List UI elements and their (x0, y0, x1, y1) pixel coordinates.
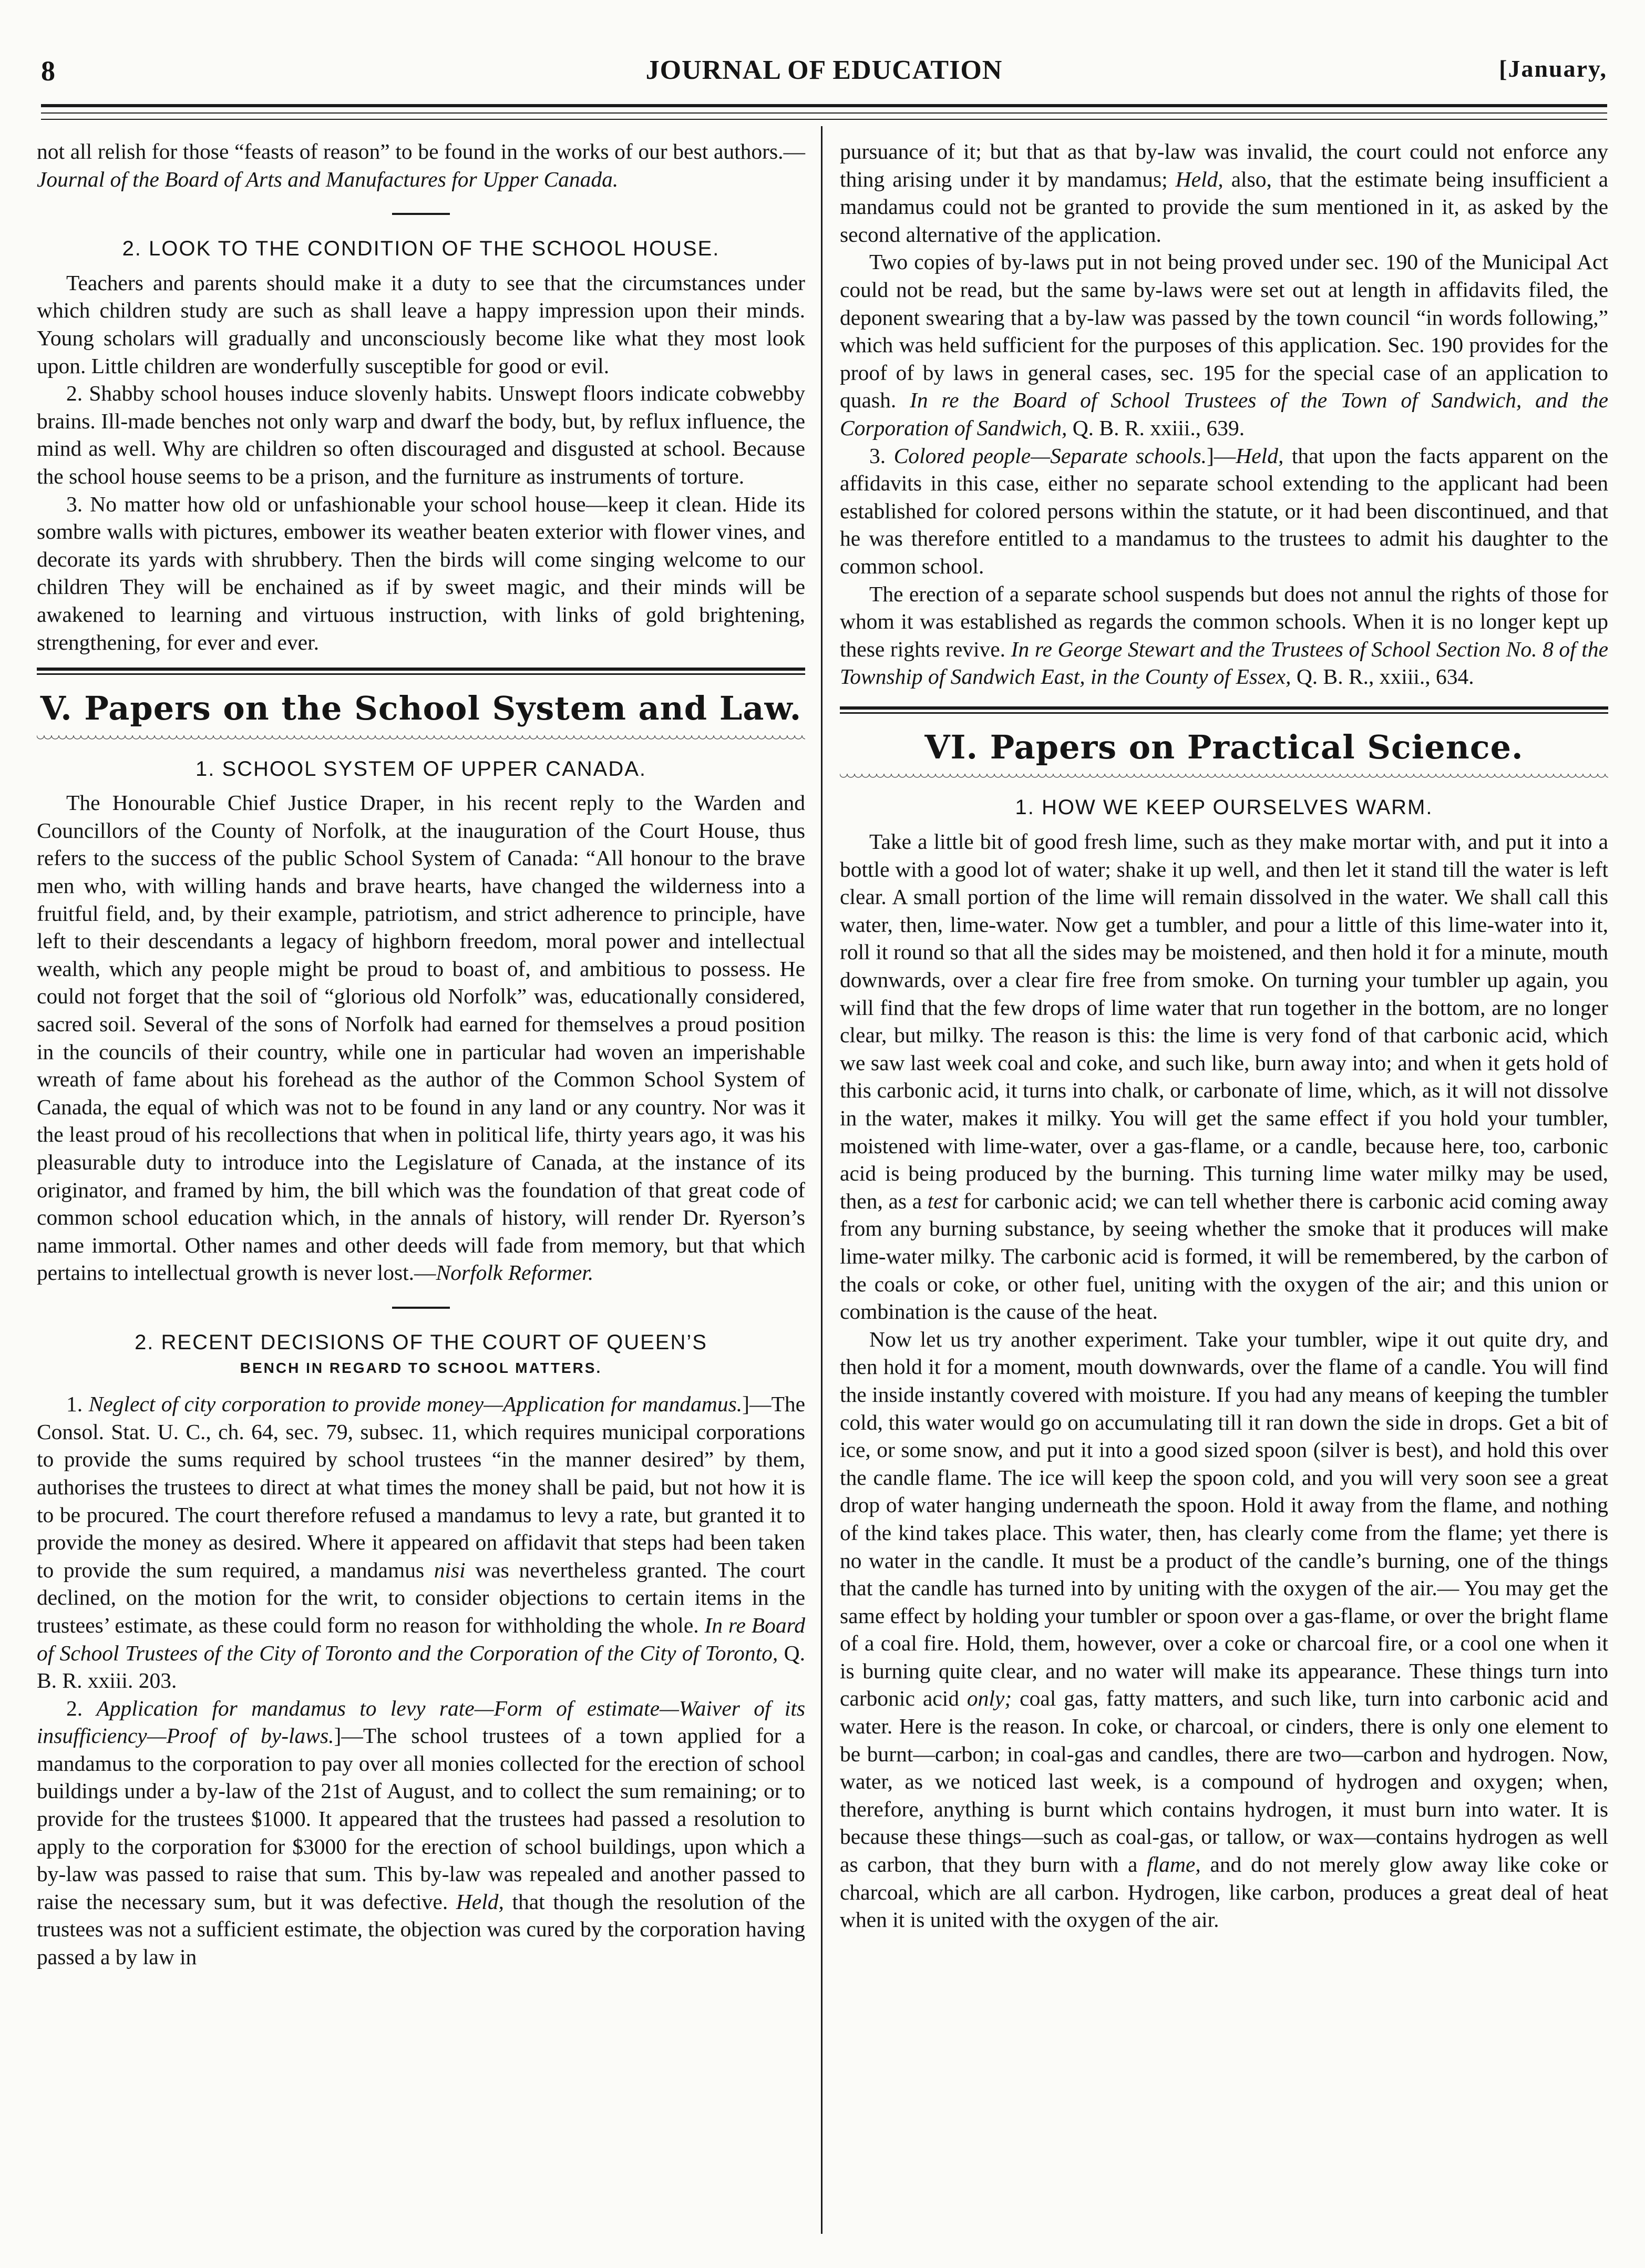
article-title-school-system: 1. SCHOOL SYSTEM OF UPPER CANADA. (195, 757, 646, 781)
decision-paragraph: 2. Application for mandamus to levy rate—Form of estimate—Waiver of its insufficiency—Proof of by-laws.]—The school trustees of a town applied for a mandamus to the corporation to pay over all monies collected for the erection of school buildings under a by-law of the 21st of August, and to collect the sum remaining; or to provide for the trustees $1000. It appeared that the trustees had passed a resolution to apply to the corporation for $3000 for the erection of school buildings, upon which a by-law was passed to raise that sum. This by-law was repealed and another passed to raise the necessary sum, but it was defective. Held, that though the resolution of the trustees was not a sufficient estimate, the objection was cured by the corporation having passed a by law in (37, 1696, 806, 1969)
decision-paragraph: 1. Neglect of city corporation to provide money—Application for mandamus.]—The Consol. Stat. U. C., ch. 64, sec. 79, subsec. 11, which requires municipal corporations to provide the sums required by school trustees “in the manner desired” by them, authorises the trustees to direct at what times the money shall be paid, but not how it is to be procured. The court therefore refused a mandamus to levy a rate, but granted it to provide the money as desired. Where it appeared on affidavit that steps had been taken to provide the sum required, a mandamus nisi was nevertheless granted. The court declined, on the motion for the writ, to consider objections to certain items in the trustees’ estimate, as these could form no reason for withholding the whole. In re Board of School Trustees of the City of Toronto and the Corporation of the City of Toronto, Q. B. R. xxiii. 203. (37, 1392, 806, 1693)
divider-rule (392, 213, 450, 215)
header-rule-thin-2 (41, 119, 1607, 120)
wavy-rule (37, 735, 805, 743)
article-paragraph: Teachers and parents should make it a duty to see that the circumstances under which children study are such as shall leave a happy impression upon their minds. Young scholars will gradually and unconsciously become like what they most look upon. Little children are wonderfully susceptible for good or evil. (37, 270, 805, 378)
article-paragraph: 2. Shabby school houses induce slovenly habits. Unswept floors indicate cobwebby brains. Ill-made benches not only warp and dwarf the body, but, by reflux influence, the mind as well. Why are children so often discouraged and disgusted at school. Because the school house seems to be a prison, and the furniture as instruments of torture. (37, 381, 805, 488)
intro-paragraph: not all relish for those “feasts of reason” to be found in the works of our best authors.—Journal of the Board of Arts and Manufactures for Upper Canada. (37, 139, 805, 191)
article-title-keep-warm: 1. HOW WE KEEP OURSELVES WARM. (1015, 796, 1433, 819)
article-paragraph: The Honourable Chief Justice Draper, in his recent reply to the Warden and Councillors of the County of Norfolk, at the inauguration of the Court House, thus refers to the success of the public School System of Canada: “All honour to the brave men who, with willing hands and brave hearts, have changed the wilderness into a fruitful field, and, by their example, patriotism, and strict adherence to principle, have left to their descendants a legacy of highborn freedom, moral power and intellectual wealth, which any people might be proud to boast of, and ambitious to possess. He could not forget that the soil of “glorious old Norfolk” was, educationally considered, sacred soil. Several of the sons of Norfolk had earned for themselves a proud position in the councils of their country, while one in particular had woven an imperishable wreath of fame about his forehead as the author of the Common School System of Canada, the equal of which was not to be found in any land or any country. Nor was it the least proud of his recollections that when in political life, thirty years ago, it was his pleasurable duty to introduce into the Legislature of Canada, at the instance of its originator, and framed by him, the bill which was the foundation of that great code of common school education which, in the annals of history, will render Dr. Ryerson’s name immortal. Other names and other deeds will fade from memory, but that which pertains to intellectual growth is never lost.—Norfolk Reformer. (37, 791, 805, 1285)
page-header (41, 55, 1607, 97)
decision-paragraph: Two copies of by-laws put in not being proved under sec. 190 of the Municipal Act could not be read, but the same by-laws were set out at length in affidavits filed, the deponent swearing that a by-law was passed by the town council “in words following,” which was held sufficient for the purposes of this application. Sec. 190 provides for the proof of by laws in general cases, sec. 195 for the special case of an application to quash. In re the Board of School Trustees of the Town of Sandwich, and the Corporation of Sandwich, Q. B. R. xxiii., 639. (840, 250, 1608, 440)
header-rule-thin (41, 112, 1607, 114)
page-number: 8 (41, 55, 55, 87)
section-heading-block (37, 668, 805, 743)
section-title-practical-science: VI. Papers on Practical Science. (924, 727, 1524, 766)
column-divider (821, 126, 822, 2234)
article-paragraph: Now let us try another experiment. Take your tumbler, wipe it out quite dry, and then hold it for a moment, mouth downwards, over the flame of a candle. You will find the inside instantly covered with moisture. If you had any means of keeping the tumbler cold, this water would go on accumulating till it ran down the side in drops. Get a bit of ice, or some snow, and put it into a good sized spoon (silver is best), and hold this over the candle flame. The ice will keep the spoon cold, and you will very soon see a great drop of water hanging underneath the spoon. Hold it away from the flame, and nothing of the kind takes place. This water, then, has clearly come from the flame; yet there is no water in the candle. It must be a product of the candle’s burning, one of the things that the candle has turned into by uniting with the oxygen of the air.— You may get the same effect by holding your tumbler or spoon over a gas-flame, or over the bright flame of a coal fire. Hold, them, however, over a coke or charcoal fire, or a cool one when it is burning quite clear, and no water will make its appearance. These things turn into carbonic acid only; coal gas, fatty matters, and such like, turn into carbonic acid and water. Here is the reason. In coke, or charcoal, or cinders, there is only one element to be burnt—carbon; in coal-gas and candles, there are two—carbon and hydrogen. Now, water, as we noticed last week, is a compound of hydrogen and oxygen; when, therefore, anything is burnt which contains hydrogen, it must burn into water. It is because these things—such as coal-gas, or tallow, or wax—contains hydrogen as well as carbon, that they burn with a flame, and do not merely glow away like coke or charcoal, which are all carbon. Hydrogen, like carbon, produces a great deal of heat when it is united with the oxygen of the air. (840, 1327, 1608, 1932)
decision-paragraph: 3. Colored people—Separate schools.]—Held, that upon the facts apparent on the affidavits in this case, either no separate school extending to the applicant had been established for colored persons within the statute, or it had been discontinued, and that he was therefore entitled to a mandamus to the trustees to admit his daughter to the common school. (840, 443, 1609, 578)
article-title-school-house: 2. LOOK TO THE CONDITION OF THE SCHOOL HOUSE. (122, 237, 720, 261)
article-title-court-decisions: 2. RECENT DECISIONS OF THE COURT OF QUEEN’S (135, 1330, 707, 1354)
journal-title: JOURNAL OF EDUCATION (645, 55, 1003, 85)
section-title-school-system: V. Papers on the School System and Law. (40, 689, 802, 728)
article-paragraph: Take a little bit of good fresh lime, such as they make mortar with, and put it into a bottle with a good lot of water; shake it up well, and then let it stand till the water is left clear. A small portion of the lime will remain dissolved in the water. We shall call this water, then, lime-water. Now get a tumbler, and pour a little of this lime-water into it, roll it round so that all the sides may be moistened, and then hold it for a minute, mouth downwards, over a clear fire free from smoke. On turning your tumbler up again, you will find that the few drops of lime water that run together in the bottom, are no longer clear, but milky. The reason is this: the lime is very fond of that carbonic acid, which we saw last week coal and coke, and such like, burn away into; and when it gets hold of this carbonic acid, it turns into chalk, or carbonate of lime, which, as it will not dissolve in the water, makes it milky. You will get the same effect if you hold your tumbler, moistened with lime-water, over a gas-flame, or a candle, because here, too, carbonic acid is being produced by the burning. This turning lime water milky may be used, then, as a test for carbonic acid; we can tell whether there is carbonic acid coming away from any burning substance, by seeing whether the smoke that it produces will make lime-water milky. The carbonic acid is formed, it will be remembered, by the carbon of the coals or coke, or other fuel, uniting with the oxygen of the air; and this union or combination is the cause of the heat. (840, 829, 1608, 1324)
wavy-rule (840, 774, 1608, 781)
right-column (840, 138, 1608, 1934)
header-rule-thick (41, 104, 1607, 107)
left-column (37, 138, 805, 1971)
issue-month: [January, (1499, 55, 1607, 82)
decision-continued: pursuance of it; but that as that by-law was invalid, the court could not enforce any thing arising under it by mandamus; Held, also, that the estimate being insufficient a mandamus could not be granted to provide the sum mentioned in it, as asked by the second alternative of the application. (840, 139, 1608, 247)
section-heading-block (840, 706, 1608, 782)
divider-rule (392, 1307, 450, 1309)
decision-paragraph: The erection of a separate school suspends but does not annul the rights of those for whom it was established as regards the common schools. When it is no longer kept up these rights revive. In re George Stewart and the Trustees of School Section No. 8 of the Township of Sandwich East, in the County of Essex, Q. B. R., xxiii., 634. (840, 581, 1608, 689)
article-subtitle: BENCH IN REGARD TO SCHOOL MATTERS. (240, 1359, 602, 1376)
article-paragraph: 3. No matter how old or unfashionable your school house—keep it clean. Hide its sombre walls with pictures, embower its weather beaten exterior with flower vines, and decorate its yards with shrubbery. Then the birds will come singing welcome to our children They will be enchained as if by sweet magic, and their minds will be awakened to learning and virtuous instruction, with links of gold brightening, strengthening, for ever and ever. (37, 491, 805, 654)
